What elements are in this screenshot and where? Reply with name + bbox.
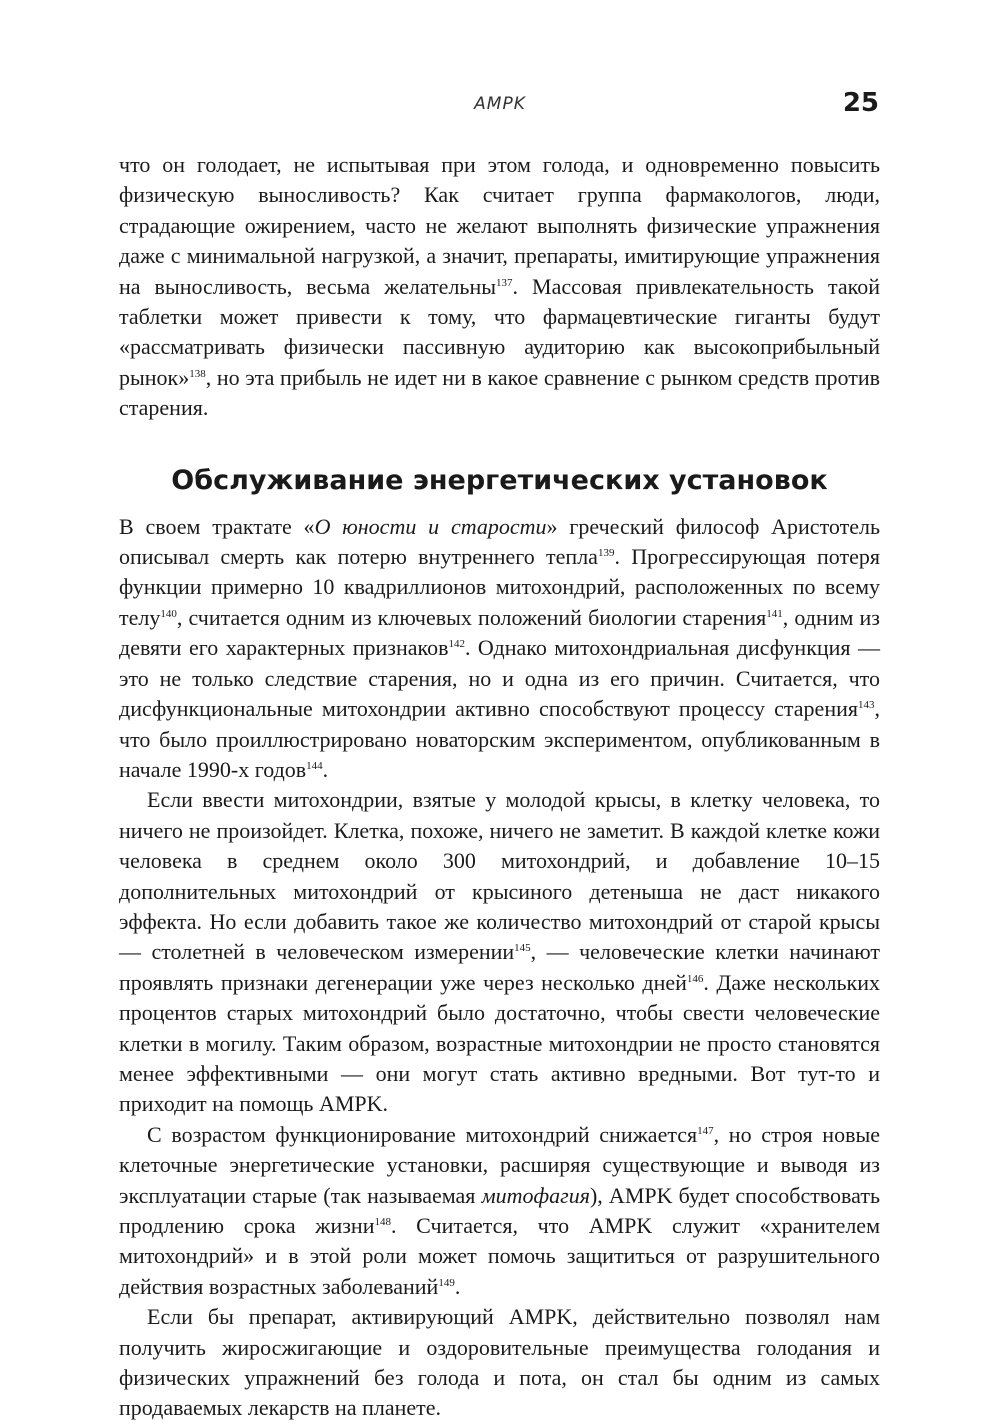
text-run: , одним из девяти его характерных признаков <box>119 604 880 661</box>
text-run: В своем трактате « <box>119 513 315 539</box>
paragraph <box>119 1120 880 1302</box>
book-title: О юности и старости <box>314 513 547 539</box>
footnote-ref: 140 <box>160 607 177 620</box>
footnote-ref: 144 <box>306 759 323 772</box>
paragraph-continued <box>119 150 880 424</box>
footnote-ref: 148 <box>374 1216 391 1228</box>
paragraph <box>119 512 880 786</box>
section-heading: Обслуживание энергетических установок <box>171 464 828 496</box>
running-head <box>0 88 1000 118</box>
footnote-ref: 146 <box>686 972 704 985</box>
footnote-ref: 139 <box>597 547 615 560</box>
footnote-ref: 145 <box>514 942 531 955</box>
text-run: ), AMPK будет способствовать продлению срока жизни <box>119 1182 880 1238</box>
text-run: . <box>454 1273 461 1299</box>
text-run: , но строя новые клеточные энергетические установки, расширяя существующие и выводя из эксплуатации старые (так называемая <box>119 1121 880 1208</box>
text-run: » греческий философ Аристотель описывал смерть как потерю внутреннего тепла <box>119 513 880 570</box>
body-text <box>119 150 880 1424</box>
page-number: 25 <box>842 88 879 118</box>
footnote-ref: 149 <box>438 1276 455 1289</box>
text-run: . Однако митохондриальная дисфункция — это не только следствие старения, но и одна из его причин. Считается, что дисфункциональные митохондрии активно способствуют процессу старения <box>119 635 880 722</box>
text-run: , но эта прибыль не идет ни в какое сравнение с рынком средств против старения. <box>119 364 880 421</box>
footnote-ref: 142 <box>448 638 465 651</box>
text-run: С возрастом функционирование митохондрий снижается <box>147 1121 698 1147</box>
text-run: что он голодает, не испытывая при этом голода, и одновременно повысить физическую выносливость? Как считает группа фармакологов, люди, страдающие ожирением, часто не желают выполнять физические упражнения даже с минимальной нагрузкой, а значит, препараты, имитирующие упражнения на выносливость, весьма желательны <box>119 152 880 299</box>
text-run: . Массовая привлекательность такой таблетки может привести к тому, что фармацевтические гиганты будут «рассматривать физически пассивную аудиторию как высокоприбыльный рынок» <box>119 273 880 390</box>
text-run: . Прогрессирующая потеря функции примерно 10 квадриллионов митохондрий, расположенных по всему телу <box>119 544 880 630</box>
text-run: , что было проиллюстрировано новаторским экспериментом, опубликованным в начале 1990-х годов <box>119 696 880 782</box>
text-run: . Даже нескольких процентов старых митохондрий было достаточно, чтобы свести человеческие клетки в могилу. Таким образом, возрастные митохондрии не просто становятся менее эффективными — они могут стать активно вредными. Вот тут-то и приходит на помощь AMPK. <box>119 969 880 1117</box>
footnote-ref: 143 <box>858 699 875 712</box>
running-title: AMPK <box>474 94 526 114</box>
paragraph <box>119 1302 880 1424</box>
text-run: , считается одним из ключевых положений биологии старения <box>176 604 767 630</box>
text-run: Если ввести митохондрии, взятые у молодой крысы, в клетку человека, то ничего не произойдет. Клетка, похоже, ничего не заметит. В каждой клетке кожи человека в среднем около 300 митохондрий, и добавление 10–15 дополнительных митохондрий от крысиного детеныша не даст никакого эффекта. Но если добавить такое же количество митохондрий от старой крысы — столетней в человеческом измерении <box>119 787 880 965</box>
footnote-ref: 137 <box>496 276 513 289</box>
italic-term: митофагия <box>481 1182 590 1208</box>
text-run: . <box>322 756 329 782</box>
footnote-ref: 141 <box>766 607 783 620</box>
text-run: , — человеческие клетки начинают проявлять признаки дегенерации уже через несколько дней <box>119 939 881 995</box>
text-run: . Считается, что AMPK служит «хранителем митохондрий» и в этой роли может помочь защититься от разрушительного действия возрастных заболеваний <box>119 1213 880 1299</box>
footnote-ref: 138 <box>189 367 206 380</box>
text-run: Если бы препарат, активирующий AMPK, действительно позволял нам получить жиросжигающие и оздоровительные преимущества голодания и физических упражнений без голода и пота, он стал бы одним из самых продаваемых лекарств на планете. <box>119 1304 880 1421</box>
footnote-ref: 147 <box>697 1124 714 1137</box>
paragraph <box>119 785 880 1119</box>
